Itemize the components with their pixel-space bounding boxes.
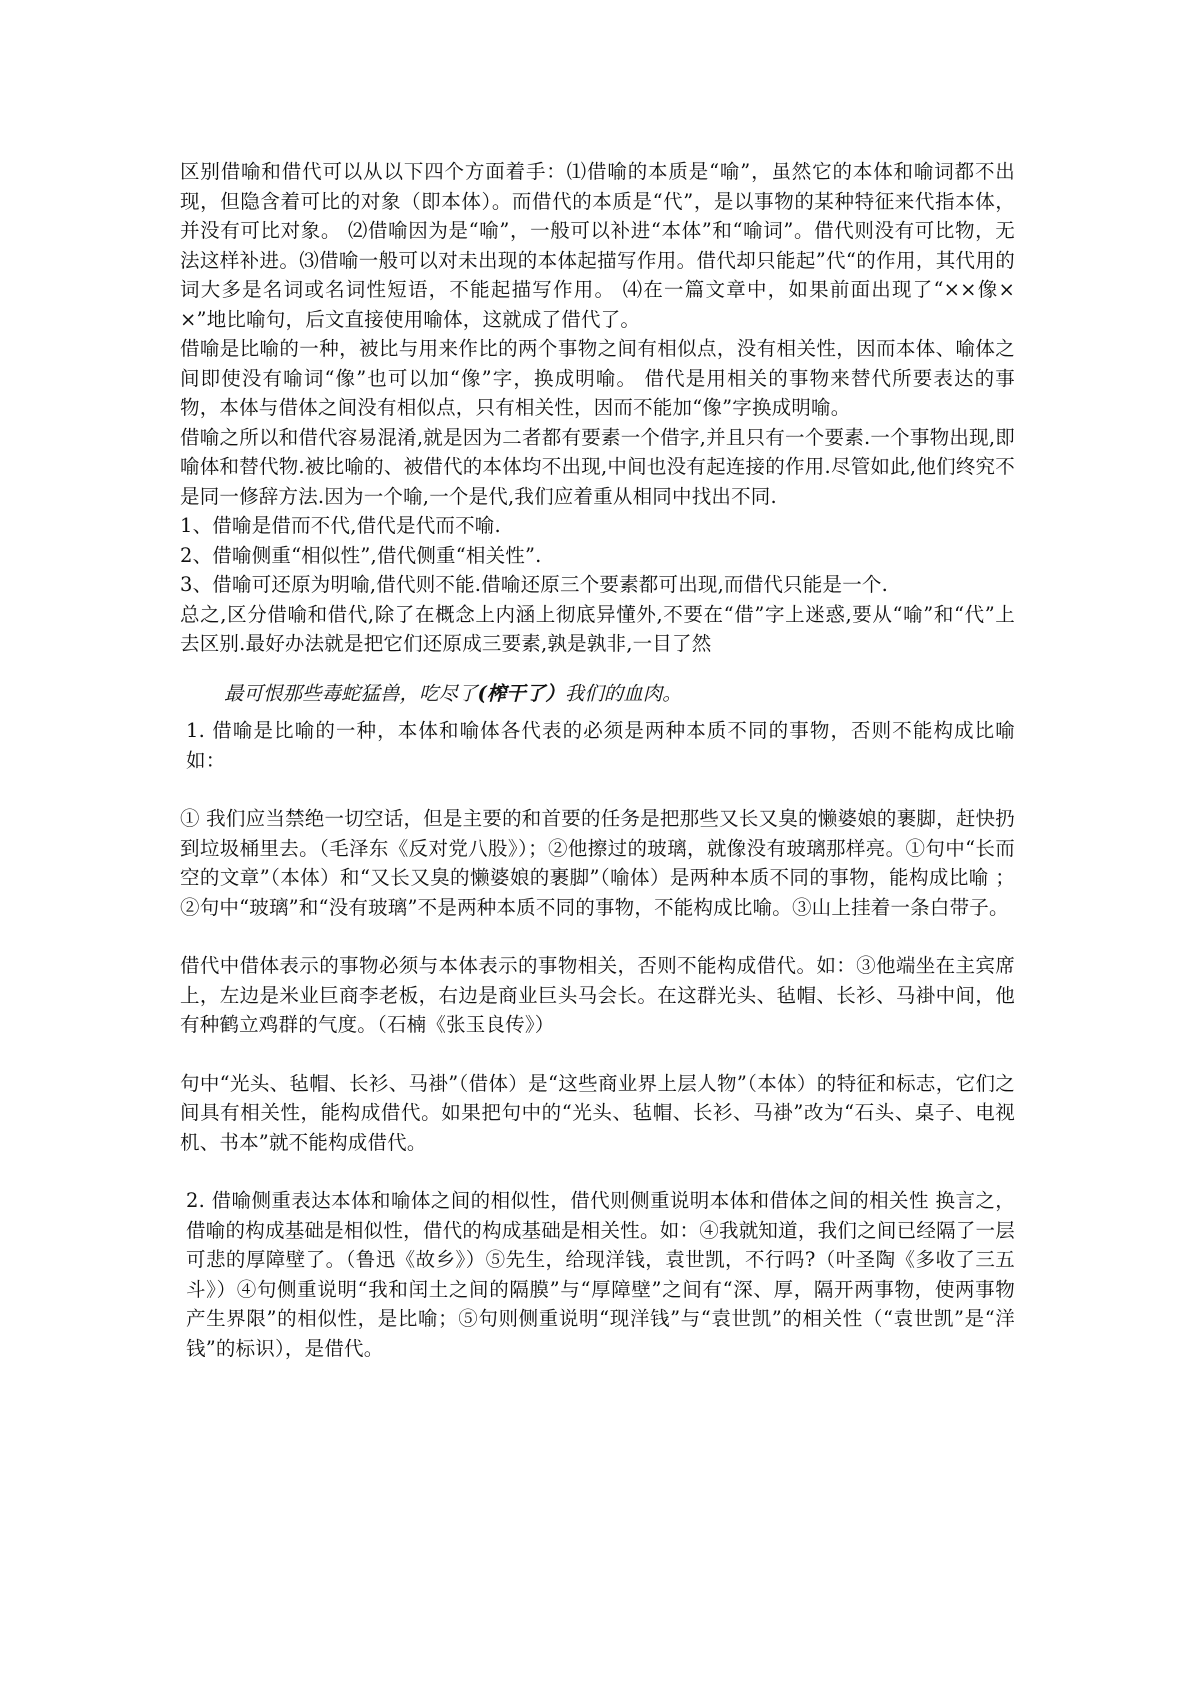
- spacer: [180, 1157, 1015, 1186]
- spacer: [180, 1040, 1015, 1069]
- paragraph-point-2: 2. 借喻侧重表达本体和喻体之间的相似性，借代则侧重说明本体和借体之间的相关性 换言之，借喻的构成基础是相似性，借代的构成基础是相关性。如：④我就知道，我们之间已经隔了一层可悲的厚障壁了。（鲁迅《故乡》）⑤先生，给现洋钱，袁世凯，不行吗?（叶圣陶《多收了三五斗》）④句侧重说明“我和闰土之间的隔膜”与“厚障壁”之间有“深、厚，隔开两事物，使两事物产生界限”的相似性，是比喻；⑤句则侧重说明“现洋钱”与“袁世凯”的相关性（“袁世凯”是“洋钱”的标识），是借代。: [186, 1189, 1015, 1360]
- quote-text-before: 最可恨那些毒蛇猛兽，吃尽了: [224, 681, 478, 705]
- list-item-2: 2、借喻侧重“相似性”,借代侧重“相关性”.: [180, 543, 542, 567]
- paragraph-similarity-vs-relatedness: 借喻是比喻的一种，被比与用来作比的两个事物之间有相似点，没有相关性，因而本体、喻体之间即使没有喻词“像”也可以加“像”字，换成明喻。 借代是用相关的事物来替代所要表达的事物，本体与借体之间没有相似点，只有相关性，因而不能加“像”字换成明喻。: [180, 337, 1015, 419]
- paragraph-explanation: 句中“光头、毡帽、长衫、马褂”（借体）是“这些商业界上层人物”（本体）的特征和标志，它们之间具有相关性，能构成借代。如果把句中的“光头、毡帽、长衫、马褂”改为“石头、桌子、电视机、书本”就不能构成借代。: [180, 1071, 1015, 1154]
- quote-text-after: 我们的血肉。: [564, 681, 682, 705]
- paragraph-example-1: ① 我们应当禁绝一切空话，但是主要的和首要的任务是把那些又长又臭的懒婆娘的裹脚，赶快扔到垃圾桶里去。（毛泽东《反对党八股》）；②他擦过的玻璃，就像没有玻璃那样亮。①句中“长而空的文章”（本体）和“又长又臭的懒婆娘的裹脚”（喻体）是两种本质不同的事物，能构成比喻 ；②句中“玻璃”和“没有玻璃”不是两种本质不同的事物，不能构成比喻。③山上挂着一条白带子。: [180, 807, 1015, 919]
- list-item-3: 3、借喻可还原为明喻,借代则不能.借喻还原三个要素都可出现,而借代只能是一个.: [180, 573, 889, 596]
- paragraph-conclusion: 总之,区分借喻和借代,除了在概念上内涵上彻底异懂外,不要在“借”字上迷惑,要从“喻”和“代”上去区别.最好办法就是把它们还原成三要素,孰是孰非,一目了然: [180, 602, 1015, 655]
- paragraph-confusion-reason: 借喻之所以和借代容易混淆,就是因为二者都有要素一个借字,并且只有一个要素.一个事物出现,即喻体和替代物.被比喻的、被借代的本体均不出现,中间也没有起连接的作用.尽管如此,他们终究不是同一修辞方法.因为一个喻,一个是代,我们应着重从相同中找出不同.: [180, 425, 1015, 508]
- paragraph-point-1: 1. 借喻是比喻的一种，本体和喻体各代表的必须是两种本质不同的事物，否则不能构成比喻 如：: [186, 719, 1015, 772]
- quote-text-bold: (榨干了）: [477, 681, 565, 705]
- list-item-1: 1、借喻是借而不代,借代是代而不喻.: [180, 514, 501, 537]
- spacer: [180, 708, 1015, 716]
- spacer: [180, 775, 1015, 804]
- spacer: [180, 922, 1015, 951]
- paragraph-example-2: 借代中借体表示的事物必须与本体表示的事物相关，否则不能构成借代。如：③他端坐在主宾席上，左边是米业巨商李老板，右边是商业巨头马会长。在这群光头、毡帽、长衫、马褂中间，他有种鹤立鸡群的气度。（石楠《张玉良传》）: [180, 954, 1015, 1036]
- example-quote: [180, 679, 1015, 709]
- spacer: [180, 659, 1015, 679]
- paragraph-four-aspects: 区别借喻和借代可以从以下四个方面着手：⑴借喻的本质是“喻”，虽然它的本体和喻词都不出现，但隐含着可比的对象（即本体）。而借代的本质是“代”，是以事物的某种特征来代指本体，并没有可比对象。 ⑵借喻因为是“喻”，一般可以补进“本体”和“喻词”。借代则没有可比物，无法这样补进。⑶借喻一般可以对未出现的本体起描写作用。借代却只能起”代“的作用，其代用的词大多是名词或名词性短语，不能起描写作用。 ⑷在一篇文章中，如果前面出现了“××像××”地比喻句，后文直接使用喻体，这就成了借代了。: [180, 160, 1015, 331]
- document-page: [180, 157, 1015, 1363]
